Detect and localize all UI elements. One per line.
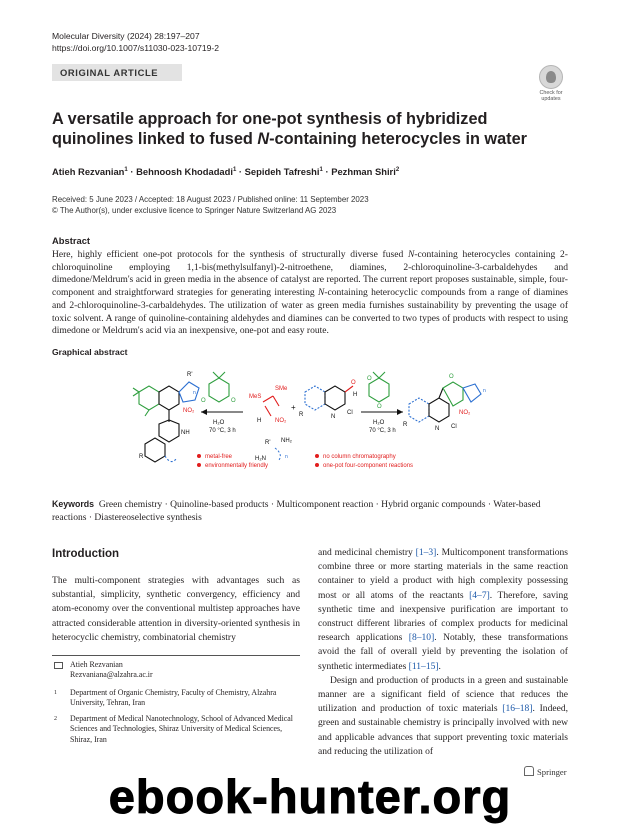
introduction-left-column: The multi-component strategies with advantages such as substantial, simplicity, synthetic convergency, efficiency and atom-economy over the conventional multistep approaches have attracted considerable attention in diversity-oriented synthesis in heterocyclic chemistry, combinatorial chemistry <box>52 575 300 643</box>
keywords <box>52 498 568 524</box>
note-one-pot: one-pot four-component reactions <box>323 463 414 469</box>
corresponding-author <box>52 660 300 681</box>
left-arrowhead <box>201 409 207 415</box>
reference-link[interactable]: [16–18] <box>502 703 533 715</box>
dimedone-o-right: O <box>231 398 236 404</box>
left-no2-label: NO₂ <box>183 408 195 414</box>
note-bullet <box>197 463 201 467</box>
meldrum-o-top: O <box>367 376 372 382</box>
affiliation-1: 1 Department of Organic Chemistry, Faculty of Chemistry, Alzahra University, Tehran, Iran <box>54 688 277 708</box>
plus-sign: + <box>291 403 296 412</box>
note-bullet <box>315 463 319 467</box>
left-r-label: R <box>139 454 144 460</box>
right-condition-solvent: H₂O <box>373 420 385 426</box>
introduction-heading: Introduction <box>52 548 120 560</box>
graphical-abstract-figure <box>125 362 495 474</box>
mail-icon <box>54 662 63 669</box>
right-n-label: n <box>483 388 486 394</box>
abstract-text: Here, highly efficient one-pot protocols for the synthesis of structurally diverse fused N-containing heterocycles containing 2-chloroquinoline employing 1,1-bis(methylsulfanyl)-2-nitroethene, diamines, 2-chloroquinoline-3-carbaldehydes and dimedone/Meldrum's acid in green media in the absence of catalyst are reported. The current report proposes sustainable, simple, four-component and straightforward strategies for generating interesting N-containing heterocyclic compounds from a range of diamines and 2-chloroquinoline-3-carbaldehydes. The utilization of water as green media furnishes sustainability by preventing the usage of toxic solvent. A range of quinoline-containing aldehydes and diamines can be converted to two types of products with respect to using dimedone or Meldrum's acid via an inexpensive, one-pot and easy route. <box>52 249 568 337</box>
meldrum-o-bottom: O <box>377 404 382 410</box>
right-o-label: O <box>449 374 454 380</box>
check-updates-badge[interactable] <box>535 65 567 103</box>
footnote-divider <box>52 655 300 656</box>
diamine-n-label: n <box>285 454 288 460</box>
left-nh-label: NH <box>181 430 190 436</box>
nitro-label: NO₂ <box>275 418 287 424</box>
reference-link[interactable]: [8–10] <box>408 632 435 644</box>
left-product-structure <box>133 382 199 462</box>
note-metal-free: metal-free <box>205 454 233 460</box>
diamine-nh2-top: NH₂ <box>281 438 292 444</box>
right-condition-temp: 70 °C, 3 h <box>369 428 396 434</box>
left-condition-solvent: H₂O <box>213 420 225 426</box>
introduction-right-column: and medicinal chemistry [1–3]. Multicomponent transformations combine three or more starting materials in the same reaction container to yield a product with high complexity possessing most or all atoms of the reactants [4–7]. Therefore, saving synthetic time and inexpensive purification are important to construct different libraries of complex products for medicinal research applications [8–10]. Notably, these transformations avoid the fall of overall yield by preventing the isolation of synthetic intermediates [11–15]. Design and production of products in a green and sustainable manner are a significant field of science that reduces the utilization and production of toxic materials [16–18]. Indeed, green and sustainable chemistry is principally involved with new and applicable advances that support preventing toxic materials and reducing the utilization of <box>318 547 568 757</box>
diamine-nh2-bottom: H₂N <box>255 456 266 462</box>
journal-citation: Molecular Diversity (2024) 28:197–207 <box>52 31 200 41</box>
publication-dates: Received: 5 June 2023 / Accepted: 18 August 2023 / Published online: 11 September 2023 © The Author(s), under exclusive licence to Springer Nature Switzerland AG 2023 <box>52 195 369 215</box>
left-r-prime-label: R' <box>187 372 193 378</box>
doi-link[interactable]: https://doi.org/10.1007/s11030-023-10719-2 <box>52 43 220 53</box>
reference-link[interactable]: [1–3] <box>415 547 437 558</box>
quinoline-cl: Cl <box>347 410 353 416</box>
keywords-label: Keywords <box>52 499 95 509</box>
left-condition-temp: 70 °C, 3 h <box>209 428 236 434</box>
journal-header <box>52 30 219 54</box>
right-cl-label: Cl <box>451 424 457 430</box>
aldehyde-h: H <box>353 392 358 398</box>
corresponding-name: Atieh Rezvanian <box>70 660 123 669</box>
meldrums-acid-structure <box>369 372 389 402</box>
corresponding-email[interactable]: Rezvaniana@alzahra.ac.ir <box>70 670 153 680</box>
article-title: A versatile approach for one-pot synthesis of hybridized quinolines linked to fused N-containing heterocycles in water <box>52 110 527 148</box>
author-list: Atieh Rezvanian$^1$ · Behnoosh Khodadadi$^1$ · Sepideh Tafreshi$^1$ · Pezhman Shiri$^2$ <box>52 166 400 177</box>
dimedone-o-left: O <box>201 398 206 404</box>
right-no2-label: NO₂ <box>459 410 471 416</box>
watermark-text: ebook-hunter.org <box>108 770 512 823</box>
note-environmentally-friendly: environmentally friendly <box>205 463 269 469</box>
check-updates-icon <box>539 65 563 89</box>
note-bullet <box>315 454 319 458</box>
quinoline-n: N <box>331 414 336 420</box>
watermark-banner <box>0 770 620 824</box>
article-type: ORIGINAL ARTICLE <box>60 67 159 78</box>
copyright: © The Author(s), under exclusive licence to Springer Nature Switzerland AG 2023 <box>52 206 337 215</box>
reference-link[interactable]: [4–7] <box>469 589 490 601</box>
author-name[interactable]: Atieh Rezvanian <box>52 166 125 177</box>
nitroethene-structure <box>263 396 279 416</box>
publisher-logo: Springer <box>524 766 567 777</box>
right-r-label: R <box>403 422 408 428</box>
right-n-atom: N <box>435 426 440 432</box>
right-product-structure <box>409 382 481 422</box>
graphical-abstract-heading: Graphical abstract <box>52 347 128 357</box>
sme-label: SMe <box>275 386 288 392</box>
author-name[interactable]: Sepideh Tafreshi <box>244 166 320 177</box>
quinoline-r: R <box>299 412 304 418</box>
note-no-column: no column chromatography <box>323 454 396 460</box>
author-name[interactable]: Pezhman Shiri <box>331 166 396 177</box>
affiliation-2: 2 Department of Medical Nanotechnology, School of Advanced Medical Sciences and Technologies, Shiraz University of Medical Sciences, Shiraz, Iran <box>54 714 293 744</box>
h-label: H <box>257 418 262 424</box>
dimedone-structure <box>209 372 229 402</box>
diamine-chain <box>275 448 280 460</box>
chloroquinoline-aldehyde-structure <box>305 386 353 410</box>
abstract-heading: Abstract <box>52 235 91 246</box>
left-n-label: n <box>193 390 196 396</box>
note-bullet <box>197 454 201 458</box>
author-name[interactable]: Behnoosh Khodadadi <box>136 166 233 177</box>
article-type-bar <box>52 64 182 81</box>
keywords-text: Green chemistry · Quinoline-based products · Multicomponent reaction · Hybrid organic compounds · Water-based reactions · Diastereoselective synthesis <box>52 499 541 523</box>
reference-link[interactable]: [11–15] <box>408 660 439 672</box>
right-arrowhead <box>397 409 403 415</box>
aldehyde-o: O <box>351 380 356 386</box>
check-updates-label: Check for updates <box>539 90 563 102</box>
diamine-r-prime: R' <box>265 440 271 446</box>
mes-label: MeS <box>249 394 262 400</box>
